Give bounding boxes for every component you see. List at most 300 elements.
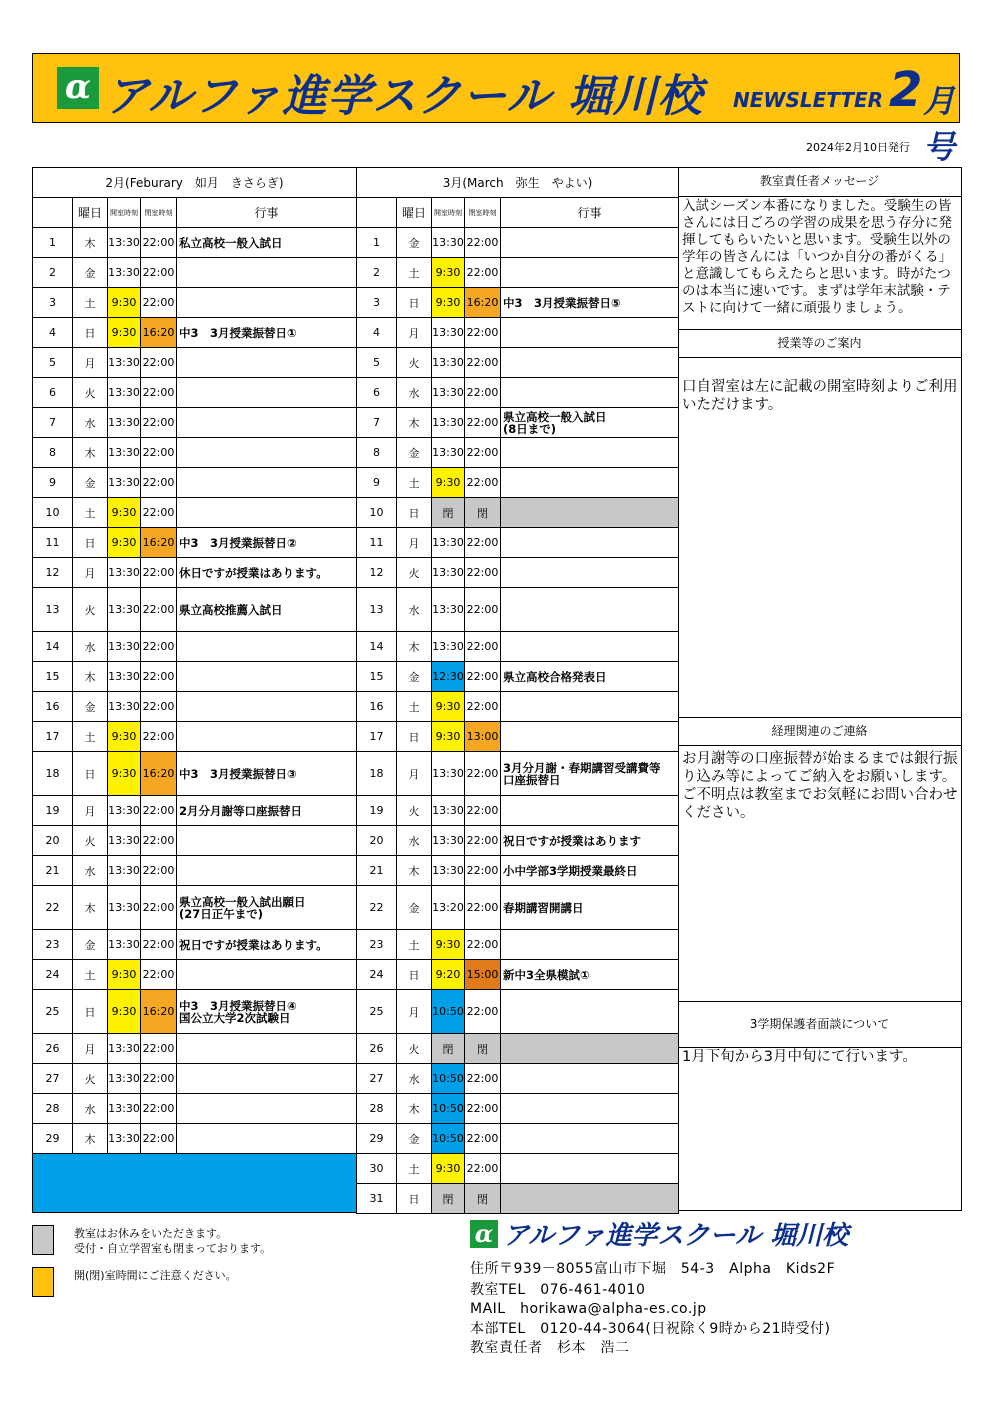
mar-close-time-cell: 22:00 <box>465 528 501 558</box>
mar-weekday-cell: 月 <box>397 752 432 796</box>
mar-title: 3月(March 弥生 やよい) <box>357 168 679 198</box>
feb-col-weekday: 曜日 <box>73 198 108 228</box>
mar-weekday-cell: 木 <box>397 408 432 438</box>
feb-day-number-cell: 21 <box>33 856 73 886</box>
mar-open-time-cell: 9:30 <box>432 930 465 960</box>
legend-gray-line1: 教室はお休みをいただきます。 <box>74 1227 228 1240</box>
mar-day-number-cell: 2 <box>357 258 397 288</box>
feb-day-row <box>33 408 357 438</box>
mar-event-cell <box>501 722 679 752</box>
mar-event-cell <box>501 528 679 558</box>
feb-close-time-cell: 22:00 <box>141 408 177 438</box>
mar-event-cell <box>501 796 679 826</box>
feb-event-cell <box>177 468 357 498</box>
mar-event-cell <box>501 856 679 886</box>
feb-close-time-cell: 22:00 <box>141 498 177 528</box>
month-number: 2 <box>889 62 923 118</box>
mar-day-number-cell: 6 <box>357 378 397 408</box>
feb-weekday-cell: 火 <box>73 378 108 408</box>
feb-open-time-cell: 13:30 <box>108 258 141 288</box>
mar-day-number-cell: 5 <box>357 348 397 378</box>
feb-event-cell <box>177 826 357 856</box>
mar-calendar <box>356 167 679 1214</box>
mar-close-time-cell: 22:00 <box>465 1154 501 1184</box>
mar-open-time-cell: 9:30 <box>432 258 465 288</box>
mar-open-time-cell: 9:30 <box>432 1154 465 1184</box>
feb-event-cell <box>177 1094 357 1124</box>
mar-open-time-cell: 13:30 <box>432 826 465 856</box>
feb-event-cell <box>177 886 357 930</box>
feb-weekday-cell: 火 <box>73 826 108 856</box>
mar-close-time-cell: 閉 <box>465 1034 501 1064</box>
feb-weekday-cell: 金 <box>73 468 108 498</box>
feb-day-row <box>33 632 357 662</box>
mar-day-number-cell: 25 <box>357 990 397 1034</box>
mar-col-weekday: 曜日 <box>397 198 432 228</box>
mar-close-time-cell: 22:00 <box>465 796 501 826</box>
feb-close-time-cell: 22:00 <box>141 826 177 856</box>
feb-day-row <box>33 228 357 258</box>
mar-event-text: 中3 3月授業振替日⑤ <box>503 295 621 310</box>
mar-event-cell <box>501 1064 679 1094</box>
mar-weekday-cell: 火 <box>397 796 432 826</box>
feb-event-cell <box>177 856 357 886</box>
issue-date: 2024年2月10日発行 <box>806 141 910 154</box>
feb-day-row <box>33 468 357 498</box>
mar-day-number-cell: 17 <box>357 722 397 752</box>
legend-yellow-text: 開(閉)室時間にご注意ください。 <box>74 1269 237 1282</box>
feb-close-time-cell: 22:00 <box>141 856 177 886</box>
feb-event-cell <box>177 990 357 1034</box>
feb-title: 2月(Feburary 如月 きさらぎ) <box>33 168 357 198</box>
feb-day-number-cell: 23 <box>33 930 73 960</box>
feb-day-row <box>33 886 357 930</box>
feb-weekday-cell: 火 <box>73 588 108 632</box>
feb-day-number-cell: 10 <box>33 498 73 528</box>
alpha-logo-icon: α <box>57 67 99 109</box>
feb-event-text-2: 国公立大学2次試験日 <box>179 1010 291 1025</box>
feb-day-number-cell: 7 <box>33 408 73 438</box>
feb-weekday-cell: 火 <box>73 1064 108 1094</box>
mar-open-time-cell: 13:30 <box>432 348 465 378</box>
mar-event-cell <box>501 1184 679 1214</box>
mar-weekday-cell: 土 <box>397 692 432 722</box>
feb-day-number-cell: 14 <box>33 632 73 662</box>
feb-day-number-cell: 29 <box>33 1124 73 1154</box>
mar-close-time-cell: 22:00 <box>465 438 501 468</box>
mar-open-time-cell: 13:30 <box>432 378 465 408</box>
feb-event-cell <box>177 1124 357 1154</box>
footer-hq-tel: 本部TEL 0120-44-3064(日祝除く9時から21時受付) <box>470 1321 831 1337</box>
feb-day-row <box>33 498 357 528</box>
feb-day-row <box>33 558 357 588</box>
feb-col-close: 閉室時刻 <box>141 198 177 228</box>
feb-day-number-cell: 28 <box>33 1094 73 1124</box>
feb-close-time-cell: 22:00 <box>141 558 177 588</box>
mar-day-number-cell: 12 <box>357 558 397 588</box>
mar-open-time-cell: 閉 <box>432 1034 465 1064</box>
mar-open-time-cell: 13:30 <box>432 438 465 468</box>
accounting-text: お月謝等の口座振替が始まるまでは銀行振り込み等によってご納入をお願いします。ご不明点は教室までお気軽にお問い合わせください。 <box>682 751 958 821</box>
feb-day-row <box>33 1094 357 1124</box>
feb-event-cell <box>177 438 357 468</box>
footer-mail: MAIL horikawa@alpha-es.co.jp <box>470 1301 707 1317</box>
mar-event-cell <box>501 378 679 408</box>
feb-day-row <box>33 528 357 558</box>
mar-event-cell <box>501 1094 679 1124</box>
mar-weekday-cell: 水 <box>397 588 432 632</box>
feb-calendar <box>32 167 357 1213</box>
feb-weekday-cell: 水 <box>73 856 108 886</box>
mar-day-number-cell: 10 <box>357 498 397 528</box>
mar-day-row <box>357 796 679 826</box>
feb-day-row <box>33 796 357 826</box>
mar-day-number-cell: 8 <box>357 438 397 468</box>
mar-event-text: 県立高校合格発表日 <box>503 669 607 684</box>
feb-open-time-cell: 13:30 <box>108 1124 141 1154</box>
feb-open-time-cell: 13:30 <box>108 1034 141 1064</box>
feb-close-time-cell: 22:00 <box>141 228 177 258</box>
mar-event-cell <box>501 960 679 990</box>
feb-close-time-cell: 22:00 <box>141 1094 177 1124</box>
feb-close-time-cell: 22:00 <box>141 258 177 288</box>
feb-weekday-cell: 木 <box>73 1124 108 1154</box>
mar-day-row <box>357 348 679 378</box>
feb-weekday-cell: 日 <box>73 752 108 796</box>
mar-event-cell <box>501 692 679 722</box>
feb-weekday-cell: 木 <box>73 662 108 692</box>
manager-message-text: 入試シーズン本番になりました。受験生の皆さんには日ごろの学習の成果を思う存分に発揮してもらいたいと思います。受験生以外の学年の皆さんには「いつか自分の番がくる」と意識してもらえたらと思います。時がたつのは本当に速いです。まずは学年末試験・テストに向けて一緒に頑張りましょう。 <box>682 198 952 316</box>
mar-day-number-cell: 1 <box>357 228 397 258</box>
mar-open-time-cell: 12:30 <box>432 662 465 692</box>
mar-close-time-cell: 22:00 <box>465 752 501 796</box>
mar-day-number-cell: 21 <box>357 856 397 886</box>
feb-event-text: 休日ですが授業はあります。 <box>179 565 328 580</box>
feb-weekday-cell: 水 <box>73 1094 108 1124</box>
feb-open-time-cell: 13:30 <box>108 826 141 856</box>
feb-event-cell <box>177 558 357 588</box>
mar-weekday-cell: 金 <box>397 1124 432 1154</box>
mar-event-text: 祝日ですが授業はあります <box>503 833 641 848</box>
mar-open-time-cell: 13:30 <box>432 408 465 438</box>
mar-close-time-cell: 22:00 <box>465 408 501 438</box>
mar-event-text: 3月分月謝・春期講習受講費等 <box>503 760 661 775</box>
mar-event-cell <box>501 228 679 258</box>
mar-day-number-cell: 15 <box>357 662 397 692</box>
mar-event-text: 県立高校一般入試日 <box>503 409 607 424</box>
mar-weekday-cell: 日 <box>397 960 432 990</box>
mar-day-row <box>357 1154 679 1184</box>
mar-close-time-cell: 閉 <box>465 498 501 528</box>
feb-day-number-cell: 11 <box>33 528 73 558</box>
feb-event-text: 県立高校推薦入試日 <box>179 602 283 617</box>
mar-event-cell <box>501 886 679 930</box>
mar-open-time-cell: 10:50 <box>432 1064 465 1094</box>
feb-day-row <box>33 662 357 692</box>
feb-event-cell <box>177 1034 357 1064</box>
school-name: アルファ進学スクール 堀川校 <box>105 71 703 122</box>
feb-open-time-cell: 13:30 <box>108 796 141 826</box>
sidebar <box>678 167 962 1211</box>
feb-day-row <box>33 258 357 288</box>
mar-day-row <box>357 528 679 558</box>
mar-day-number-cell: 4 <box>357 318 397 348</box>
mar-event-text-2: 口座振替日 <box>503 772 561 787</box>
feb-close-time-cell: 22:00 <box>141 348 177 378</box>
feb-close-time-cell: 22:00 <box>141 588 177 632</box>
feb-day-number-cell: 8 <box>33 438 73 468</box>
feb-col-open: 開室時刻 <box>108 198 141 228</box>
mar-day-number-cell: 18 <box>357 752 397 796</box>
mar-weekday-cell: 火 <box>397 348 432 378</box>
feb-day-row <box>33 1064 357 1094</box>
feb-open-time-cell: 13:30 <box>108 228 141 258</box>
feb-weekday-cell: 金 <box>73 258 108 288</box>
mar-weekday-cell: 日 <box>397 498 432 528</box>
mar-day-row <box>357 408 679 438</box>
feb-close-time-cell: 22:00 <box>141 692 177 722</box>
feb-event-cell <box>177 960 357 990</box>
mar-close-time-cell: 22:00 <box>465 886 501 930</box>
mar-col-event: 行事 <box>501 198 679 228</box>
mar-open-time-cell: 13:30 <box>432 752 465 796</box>
feb-close-time-cell: 16:20 <box>141 990 177 1034</box>
feb-day-number-cell: 12 <box>33 558 73 588</box>
mar-event-cell <box>501 662 679 692</box>
feb-weekday-cell: 日 <box>73 318 108 348</box>
feb-event-text: 祝日ですが授業はあります。 <box>179 937 328 952</box>
feb-day-number-cell: 24 <box>33 960 73 990</box>
mar-day-number-cell: 11 <box>357 528 397 558</box>
feb-close-time-cell: 22:00 <box>141 722 177 752</box>
feb-day-number-cell: 18 <box>33 752 73 796</box>
mar-event-text: 小中学部3学期授業最終日 <box>503 863 638 878</box>
feb-weekday-cell: 水 <box>73 632 108 662</box>
feb-day-row <box>33 318 357 348</box>
mar-open-time-cell: 閉 <box>432 1184 465 1214</box>
feb-day-number-cell: 20 <box>33 826 73 856</box>
mar-day-number-cell: 31 <box>357 1184 397 1214</box>
mar-day-row <box>357 288 679 318</box>
mar-day-number-cell: 20 <box>357 826 397 856</box>
feb-weekday-cell: 月 <box>73 558 108 588</box>
mar-open-time-cell: 9:30 <box>432 722 465 752</box>
feb-event-cell <box>177 796 357 826</box>
legend-gray-line2: 受付・自立学習室も閉まっております。 <box>74 1242 272 1255</box>
mar-weekday-cell: 土 <box>397 258 432 288</box>
feb-event-text: 2月分月謝等口座振替日 <box>179 803 303 818</box>
mar-day-number-cell: 19 <box>357 796 397 826</box>
class-info-heading: 授業等のご案内 <box>678 329 961 358</box>
feb-day-number-cell: 13 <box>33 588 73 632</box>
mar-open-time-cell: 13:30 <box>432 796 465 826</box>
mar-event-cell <box>501 438 679 468</box>
feb-event-cell <box>177 408 357 438</box>
mar-weekday-cell: 金 <box>397 438 432 468</box>
mar-weekday-cell: 木 <box>397 632 432 662</box>
mar-day-number-cell: 23 <box>357 930 397 960</box>
mar-day-row <box>357 258 679 288</box>
mar-open-time-cell: 9:30 <box>432 288 465 318</box>
feb-close-time-cell: 22:00 <box>141 632 177 662</box>
feb-day-row <box>33 348 357 378</box>
feb-day-number-cell: 5 <box>33 348 73 378</box>
feb-close-time-cell: 22:00 <box>141 438 177 468</box>
feb-event-cell <box>177 378 357 408</box>
feb-open-time-cell: 13:30 <box>108 588 141 632</box>
feb-day-number-cell: 1 <box>33 228 73 258</box>
feb-open-time-cell: 13:30 <box>108 468 141 498</box>
mar-open-time-cell: 13:30 <box>432 588 465 632</box>
mar-close-time-cell: 22:00 <box>465 692 501 722</box>
mar-day-number-cell: 22 <box>357 886 397 930</box>
feb-day-number-cell: 15 <box>33 662 73 692</box>
feb-event-cell <box>177 752 357 796</box>
mar-day-row <box>357 1184 679 1214</box>
mar-col-open: 開室時刻 <box>432 198 465 228</box>
mar-weekday-cell: 火 <box>397 1034 432 1064</box>
feb-event-text: 中3 3月授業振替日② <box>179 535 297 550</box>
feb-close-time-cell: 22:00 <box>141 288 177 318</box>
feb-day-number-cell: 17 <box>33 722 73 752</box>
mar-close-time-cell: 22:00 <box>465 468 501 498</box>
feb-event-text-2: (27日正午まで) <box>179 906 264 921</box>
feb-day-row <box>33 826 357 856</box>
feb-close-time-cell: 22:00 <box>141 1034 177 1064</box>
mar-close-time-cell: 22:00 <box>465 1124 501 1154</box>
mar-weekday-cell: 木 <box>397 856 432 886</box>
mar-day-row <box>357 498 679 528</box>
mar-open-time-cell: 13:30 <box>432 632 465 662</box>
feb-close-time-cell: 22:00 <box>141 662 177 692</box>
feb-day-row <box>33 1034 357 1064</box>
feb-close-time-cell: 22:00 <box>141 1064 177 1094</box>
mar-weekday-cell: 金 <box>397 662 432 692</box>
mar-event-text: 春期講習開講日 <box>503 900 584 915</box>
mar-close-time-cell: 22:00 <box>465 558 501 588</box>
mar-day-row <box>357 588 679 632</box>
mar-weekday-cell: 土 <box>397 1154 432 1184</box>
mar-weekday-cell: 水 <box>397 378 432 408</box>
feb-open-time-cell: 13:30 <box>108 692 141 722</box>
feb-open-time-cell: 9:30 <box>108 528 141 558</box>
mar-day-row <box>357 438 679 468</box>
mar-day-row <box>357 228 679 258</box>
meeting-heading: 3学期保護者面談について <box>678 1001 961 1048</box>
mar-event-cell <box>501 752 679 796</box>
feb-day-number-cell: 25 <box>33 990 73 1034</box>
feb-weekday-cell: 月 <box>73 348 108 378</box>
feb-day-row <box>33 722 357 752</box>
mar-close-time-cell: 22:00 <box>465 1064 501 1094</box>
mar-close-time-cell: 22:00 <box>465 632 501 662</box>
feb-event-cell <box>177 288 357 318</box>
footer-tel: 教室TEL 076-461-4010 <box>470 1282 646 1298</box>
feb-event-cell <box>177 662 357 692</box>
feb-day-number-cell: 2 <box>33 258 73 288</box>
mar-weekday-cell: 日 <box>397 288 432 318</box>
feb-open-time-cell: 13:30 <box>108 930 141 960</box>
manager-message-heading: 教室責任者メッセージ <box>678 168 961 197</box>
mar-day-row <box>357 318 679 348</box>
mar-event-cell <box>501 990 679 1034</box>
mar-day-number-cell: 27 <box>357 1064 397 1094</box>
footer-alpha-logo-icon: α <box>470 1220 498 1248</box>
mar-col-close: 閉室時刻 <box>465 198 501 228</box>
mar-close-time-cell: 22:00 <box>465 1094 501 1124</box>
feb-open-time-cell: 13:30 <box>108 378 141 408</box>
feb-col-event: 行事 <box>177 198 357 228</box>
mar-open-time-cell: 13:30 <box>432 856 465 886</box>
mar-close-time-cell: 22:00 <box>465 348 501 378</box>
class-info-text: 口自習室は左に記載の開室時刻よりご利用いただけます。 <box>682 379 958 413</box>
mar-weekday-cell: 土 <box>397 930 432 960</box>
mar-event-text-2: (8日まで) <box>503 421 557 436</box>
mar-day-row <box>357 1064 679 1094</box>
mar-day-row <box>357 558 679 588</box>
mar-day-number-cell: 30 <box>357 1154 397 1184</box>
feb-weekday-cell: 土 <box>73 498 108 528</box>
feb-open-time-cell: 13:30 <box>108 1094 141 1124</box>
mar-day-number-cell: 28 <box>357 1094 397 1124</box>
feb-event-cell <box>177 632 357 662</box>
meeting-text: 1月下旬から3月中旬にて行います。 <box>682 1049 917 1065</box>
newsletter-label: NEWSLETTER <box>733 88 884 112</box>
feb-day-number-cell: 19 <box>33 796 73 826</box>
mar-event-text: 新中3全県模試① <box>503 967 590 982</box>
feb-day-row <box>33 960 357 990</box>
feb-day-number-cell: 26 <box>33 1034 73 1064</box>
feb-open-time-cell: 13:30 <box>108 886 141 930</box>
feb-open-time-cell: 13:30 <box>108 662 141 692</box>
feb-day-row <box>33 990 357 1034</box>
mar-day-row <box>357 662 679 692</box>
mar-event-cell <box>501 930 679 960</box>
feb-weekday-cell: 土 <box>73 960 108 990</box>
mar-close-time-cell: 22:00 <box>465 588 501 632</box>
feb-filler-block <box>33 1154 357 1213</box>
mar-event-cell <box>501 632 679 662</box>
mar-weekday-cell: 水 <box>397 1064 432 1094</box>
mar-weekday-cell: 日 <box>397 722 432 752</box>
feb-open-time-cell: 9:30 <box>108 990 141 1034</box>
mar-event-cell <box>501 1154 679 1184</box>
mar-day-row <box>357 692 679 722</box>
feb-day-row <box>33 856 357 886</box>
mar-event-cell <box>501 1124 679 1154</box>
mar-weekday-cell: 水 <box>397 826 432 856</box>
mar-event-cell <box>501 408 679 438</box>
mar-event-cell <box>501 1034 679 1064</box>
mar-close-time-cell: 22:00 <box>465 258 501 288</box>
mar-weekday-cell: 金 <box>397 886 432 930</box>
feb-day-number-cell: 9 <box>33 468 73 498</box>
mar-day-row <box>357 1034 679 1064</box>
feb-event-cell <box>177 692 357 722</box>
mar-close-time-cell: 22:00 <box>465 662 501 692</box>
feb-event-text: 県立高校一般入試出願日 <box>179 894 306 909</box>
feb-open-time-cell: 13:30 <box>108 632 141 662</box>
mar-day-number-cell: 13 <box>357 588 397 632</box>
feb-weekday-cell: 木 <box>73 438 108 468</box>
mar-day-row <box>357 752 679 796</box>
feb-day-number-cell: 6 <box>33 378 73 408</box>
mar-close-time-cell: 22:00 <box>465 318 501 348</box>
feb-open-time-cell: 13:30 <box>108 856 141 886</box>
mar-day-number-cell: 26 <box>357 1034 397 1064</box>
footer-logo <box>470 1215 848 1252</box>
mar-weekday-cell: 月 <box>397 318 432 348</box>
